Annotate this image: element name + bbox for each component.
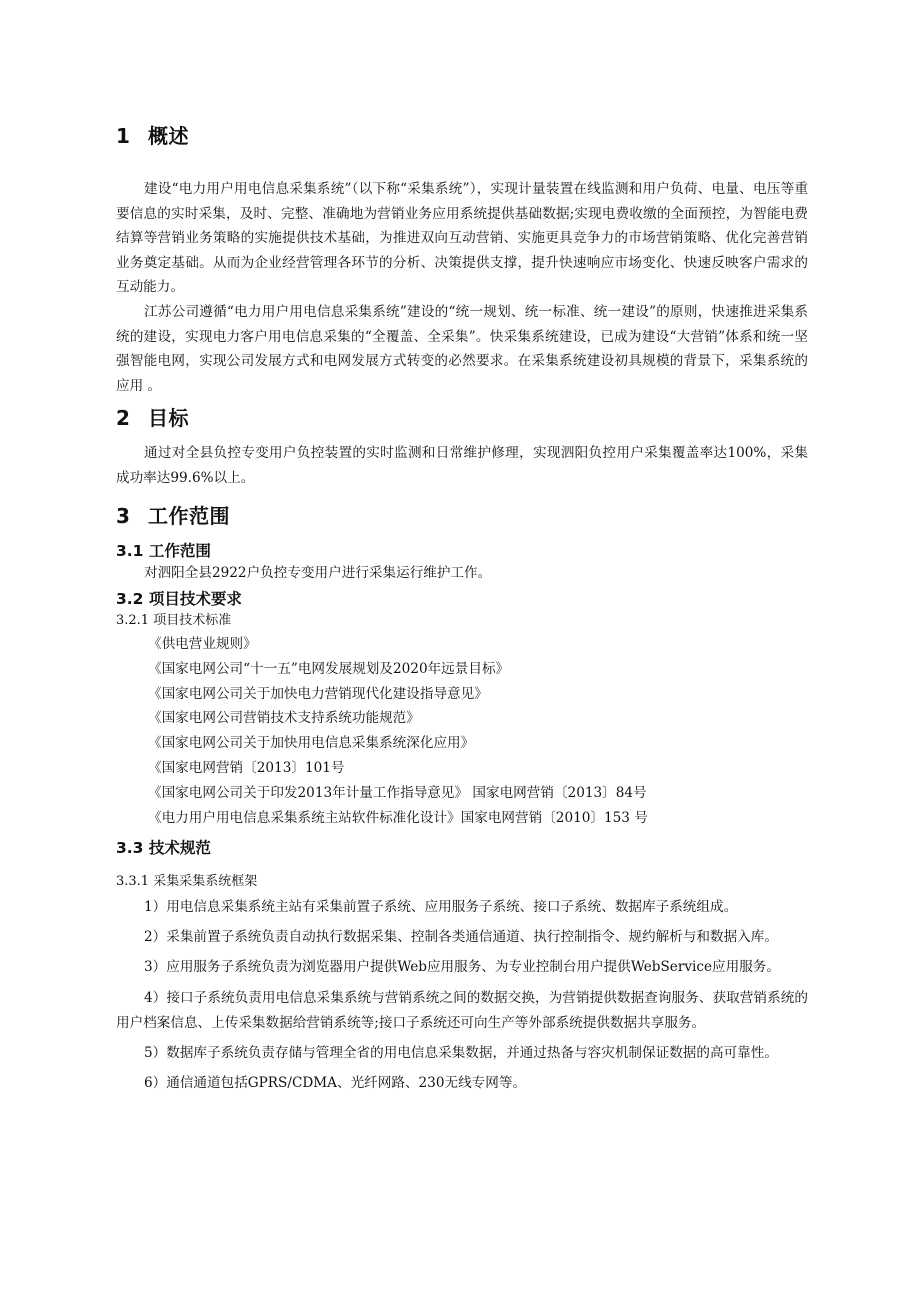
framework-item: 6）通信通道包括GPRS/CDMA、光纤网路、230无线专网等。 (144, 1075, 527, 1092)
scope-paragraph: 对泗阳全县2922户负控专变用户进行采集运行维护工作。 (144, 565, 492, 581)
heading-scope (116, 504, 808, 528)
subheading-3-2: 3.2 项目技术要求 (116, 590, 242, 608)
framework-item: 2）采集前置子系统负责自动执行数据采集、控制各类通信通道、执行控制指令、规约解析与和数据入库。 (144, 929, 778, 946)
heading-number: 2 (116, 406, 131, 430)
heading-goal (116, 406, 808, 430)
framework-item: 1）用电信息采集系统主站有采集前置子系统、应用服务子系统、接口子系统、数据库子系统组成。 (144, 899, 738, 915)
framework-item: 5）数据库子系统负责存储与管理全省的用电信息采集数据，并通过热备与容灾机制保证数据的高可靠性。 (144, 1045, 778, 1062)
subheading-3-1: 3.1 工作范围 (116, 542, 211, 560)
standard-item: 《供电营业规则》 (148, 636, 257, 652)
overview-paragraph-1: 建设“电力用户用电信息采集系统”（以下称“采集系统”），实现计量装置在线监测和用户负荷、电量、电压等重要信息的实时采集，及时、完整、准确地为营销业务应用系统提供基础数据;实现电费收缴的全面预控，为智能电费结算等营销业务策略的实施提供技术基础，为推进双向互动营销、实施更具竞争力的市场营销策略、优化完善营销业务奠定基础。从而为企业经营管理各环节的分析、决策提供支撑，提升快速响应市场变化、快速反映客户需求的互动能力。 (116, 181, 808, 296)
scope-body (116, 561, 808, 586)
heading-title: 概述 (148, 124, 189, 148)
framework-list (116, 895, 808, 1101)
heading-number: 1 (116, 124, 131, 148)
standard-item: 《国家电网公司关于印发2013年计量工作指导意见》 国家电网营销〔2013〕84号 (148, 784, 647, 801)
overview-paragraph-2: 江苏公司遵循“电力用户用电信息采集系统”建设的“统一规划、统一标准、统一建设”的原则，快速推进采集系统的建设，实现电力客户用电信息采集的“全覆盖、全采集”。快采集系统建设，已成为建设“大营销”体系和统一坚强智能电网，实现公司发展方式和电网发展方式转变的必然要求。在采集系统建设初具规模的背景下，采集系统的应用 。 (116, 303, 808, 394)
standard-item: 《国家电网营销〔2013〕101号 (148, 759, 345, 776)
standard-item: 《电力用户用电信息采集系统主站软件标准化设计》国家电网营销〔2010〕153 号 (148, 809, 648, 826)
heading-overview (116, 124, 808, 148)
standard-item: 《国家电网公司营销技术支持系统功能规范》 (148, 710, 420, 727)
subheading-3-3: 3.3 技术规范 (116, 839, 211, 857)
framework-item: 3）应用服务子系统负责为浏览器用户提供Web应用服务、为专业控制台用户提供WebService应用服务。 (144, 959, 780, 976)
subheading-3-3-1: 3.3.1 采集采集系统框架 (116, 874, 258, 889)
standard-item: 《国家电网公司“十一五”电网发展规划及2020年远景目标》 (148, 660, 510, 677)
heading-number: 3 (116, 504, 131, 528)
standard-item: 《国家电网公司关于加快用电信息采集系统深化应用》 (148, 735, 475, 752)
overview-body (116, 177, 808, 398)
goal-body (116, 441, 808, 490)
goal-paragraph: 通过对全县负控专变用户负控装置的实时监测和日常维护修理，实现泗阳负控用户采集覆盖率达100%，采集成功率达99.6%以上。 (116, 445, 808, 486)
heading-title: 目标 (148, 406, 189, 430)
heading-title: 工作范围 (148, 504, 230, 528)
framework-item: 4）接口子系统负责用电信息采集系统与营销系统之间的数据交换，为营销提供数据查询服务、获取营销系统的用户档案信息、上传采集数据给营销系统等;接口子系统还可向生产等外部系统提供数据共享服务。 (116, 989, 808, 1031)
standard-item: 《国家电网公司关于加快电力营销现代化建设指导意见》 (148, 685, 488, 702)
standards-list (116, 632, 840, 830)
subheading-3-2-1: 3.2.1 项目技术标准 (116, 613, 232, 628)
